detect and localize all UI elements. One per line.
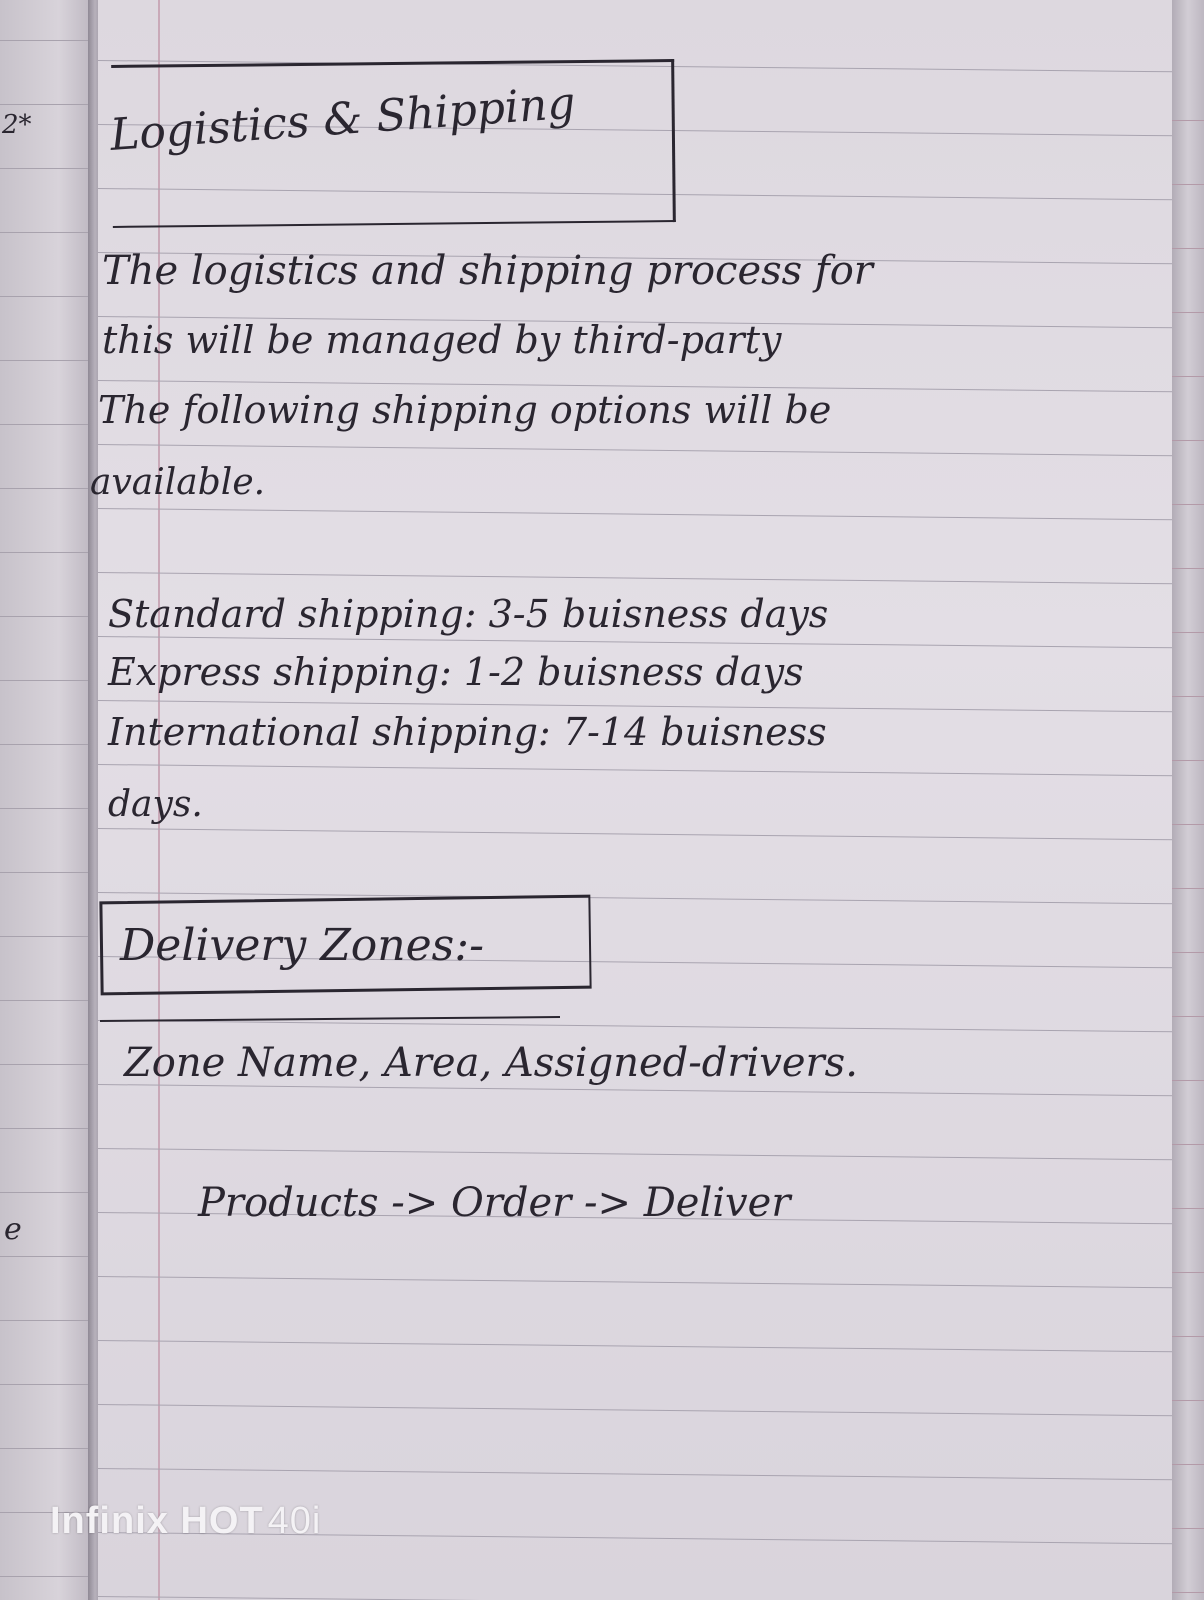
- adjacent-ruled-line: [0, 1320, 98, 1321]
- edge-ruled-line: [1172, 888, 1204, 889]
- camera-watermark: [50, 1500, 321, 1543]
- adjacent-ruled-line: [0, 1128, 98, 1129]
- ruled-line: [98, 1468, 1178, 1480]
- ruled-line: [98, 1404, 1178, 1416]
- intro-line-1: The logistics and shipping process for: [102, 248, 873, 294]
- edge-ruled-line: [1172, 632, 1204, 633]
- edge-ruled-line: [1172, 760, 1204, 761]
- ruled-line: [98, 828, 1178, 840]
- edge-ruled-line: [1172, 1592, 1204, 1593]
- edge-ruled-line: [1172, 1144, 1204, 1145]
- edge-ruled-line: [1172, 120, 1204, 121]
- page-right-edge: [1172, 0, 1204, 1600]
- ruled-line: [98, 508, 1178, 520]
- delivery-zone-fields: Zone Name, Area, Assigned-drivers.: [124, 1040, 858, 1086]
- ruled-line: [98, 1148, 1178, 1160]
- intro-line-3: The following shipping options will be: [98, 388, 832, 432]
- ruled-line: [98, 764, 1178, 776]
- edge-ruled-line: [1172, 312, 1204, 313]
- shipping-option-international-cont: days.: [108, 784, 203, 825]
- watermark-model: 40i: [267, 1500, 322, 1542]
- edge-ruled-line: [1172, 696, 1204, 697]
- adjacent-ruled-line: [0, 488, 98, 489]
- edge-ruled-line: [1172, 1208, 1204, 1209]
- adjacent-ruled-line: [0, 680, 98, 681]
- shipping-option-express: Express shipping: 1-2 buisness days: [108, 650, 804, 694]
- adjacent-ruled-line: [0, 744, 98, 745]
- ruled-line: [98, 1020, 1178, 1032]
- adjacent-ruled-line: [0, 424, 98, 425]
- adjacent-ruled-line: [0, 360, 98, 361]
- delivery-zones-heading: Delivery Zones:-: [120, 920, 484, 971]
- ruled-line: [98, 444, 1178, 456]
- adjacent-ruled-line: [0, 168, 98, 169]
- adjacent-ruled-line: [0, 552, 98, 553]
- intro-line-2: this will be managed by third-party: [102, 318, 782, 362]
- ruled-line: [98, 1340, 1178, 1352]
- adjacent-ruled-line: [0, 104, 98, 105]
- edge-ruled-line: [1172, 1336, 1204, 1337]
- adjacent-ruled-line: [0, 1448, 98, 1449]
- adjacent-page: [0, 0, 98, 1600]
- margin-mark-middle: e: [4, 1212, 22, 1247]
- shipping-option-international: International shipping: 7-14 buisness: [108, 710, 827, 754]
- adjacent-ruled-line: [0, 872, 98, 873]
- ruled-line: [98, 572, 1178, 584]
- adjacent-ruled-line: [0, 808, 98, 809]
- edge-ruled-line: [1172, 1528, 1204, 1529]
- adjacent-ruled-line: [0, 232, 98, 233]
- edge-ruled-line: [1172, 824, 1204, 825]
- page-title: Logistics & Shipping: [108, 77, 577, 161]
- edge-ruled-line: [1172, 952, 1204, 953]
- delivery-flow: Products -> Order -> Deliver: [198, 1180, 791, 1226]
- adjacent-ruled-line: [0, 1192, 98, 1193]
- edge-ruled-line: [1172, 376, 1204, 377]
- adjacent-ruled-line: [0, 1576, 98, 1577]
- ruled-line: [98, 1276, 1178, 1288]
- intro-line-4: available.: [90, 462, 266, 503]
- edge-ruled-line: [1172, 1464, 1204, 1465]
- ruled-line: [98, 636, 1178, 648]
- edge-ruled-line: [1172, 1016, 1204, 1017]
- edge-ruled-line: [1172, 504, 1204, 505]
- edge-ruled-line: [1172, 1400, 1204, 1401]
- margin-mark-top: 2*: [2, 110, 32, 140]
- adjacent-ruled-line: [0, 936, 98, 937]
- adjacent-ruled-line: [0, 296, 98, 297]
- edge-ruled-line: [1172, 440, 1204, 441]
- notebook-page: [98, 0, 1178, 1600]
- adjacent-ruled-line: [0, 1064, 98, 1065]
- adjacent-ruled-line: [0, 616, 98, 617]
- watermark-brand: Infinix HOT: [50, 1500, 264, 1542]
- edge-ruled-line: [1172, 1080, 1204, 1081]
- adjacent-ruled-line: [0, 40, 98, 41]
- shipping-option-standard: Standard shipping: 3-5 buisness days: [108, 592, 829, 636]
- adjacent-ruled-line: [0, 1384, 98, 1385]
- edge-ruled-line: [1172, 1272, 1204, 1273]
- ruled-line: [98, 1596, 1178, 1600]
- edge-ruled-line: [1172, 184, 1204, 185]
- adjacent-ruled-line: [0, 1256, 98, 1257]
- adjacent-ruled-line: [0, 1000, 98, 1001]
- edge-ruled-line: [1172, 248, 1204, 249]
- edge-ruled-line: [1172, 568, 1204, 569]
